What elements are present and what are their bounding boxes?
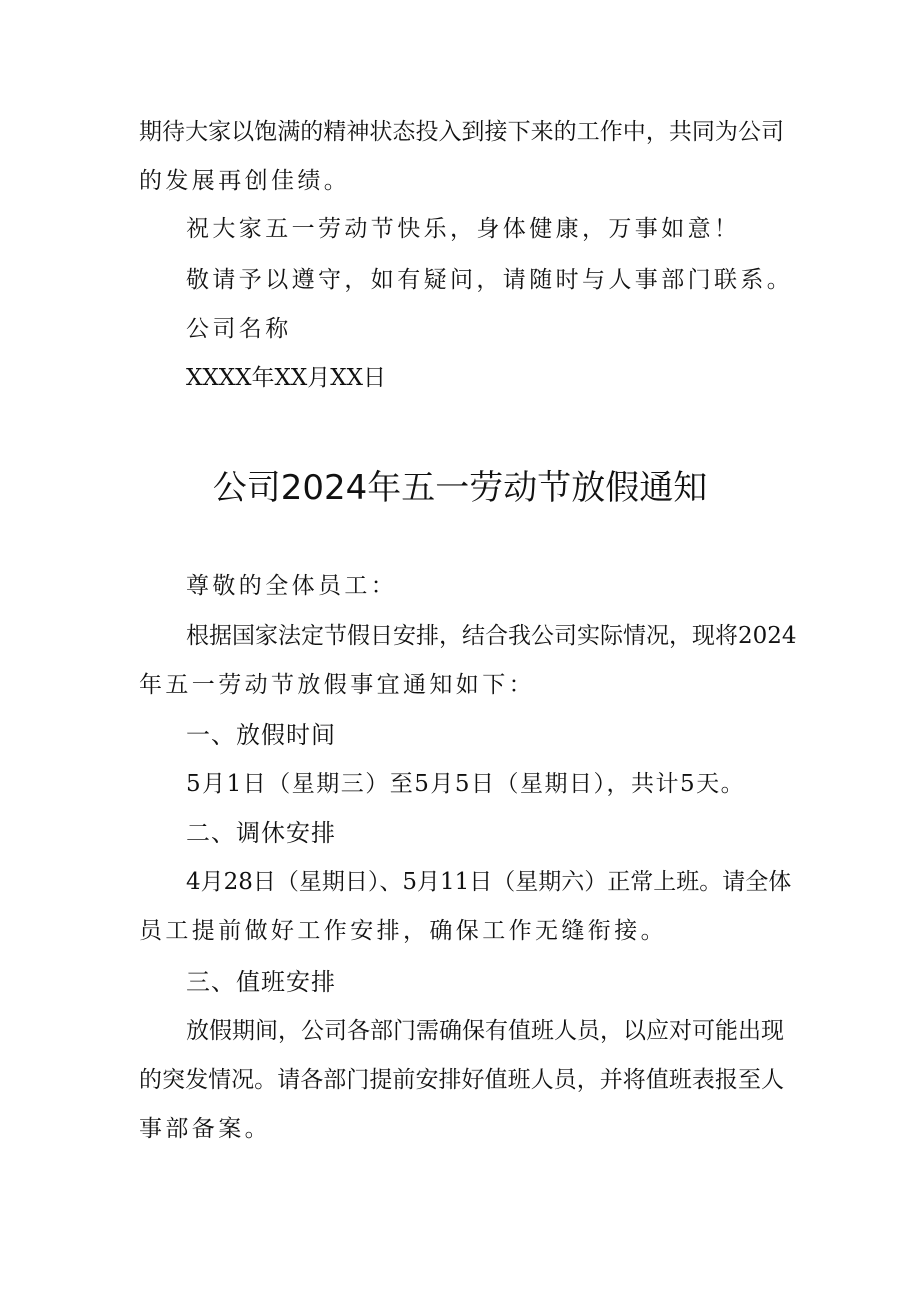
intro-line-1: 根据国家法定节假日安排，结合我公司实际情况，现将2024: [186, 623, 797, 649]
company-name: 公司名称: [186, 316, 292, 342]
section-heading-holiday-time: 一、放假时间: [186, 721, 336, 749]
section-body-line: 事部备案。: [139, 1116, 271, 1142]
intro-line-2: 年五一劳动节放假事宜通知如下：: [139, 672, 535, 698]
section-body-line: 5月1日（星期三）至5月5日（星期日），共计5天。: [186, 771, 746, 797]
section-body-line: 的突发情况。请各部门提前安排好值班人员，并将值班表报至人: [139, 1067, 784, 1093]
compliance-note: 敬请予以遵守，如有疑问，请随时与人事部门联系。: [186, 267, 794, 293]
notice-title: 公司2024年五一劳动节放假通知: [212, 468, 708, 508]
closing-paragraph-line-2: 的发展再创佳绩。: [139, 168, 351, 194]
section-body-line: 员工提前做好工作安排，确保工作无缝衔接。: [139, 918, 667, 944]
section-body-line: 4月28日（星期日）、5月11日（星期六）正常上班。请全体: [186, 869, 792, 895]
section-heading-duty-arrangement: 三、值班安排: [186, 968, 336, 996]
section-heading-shift-arrangement: 二、调休安排: [186, 819, 336, 847]
signature-date: XXXX年XX月XX日: [186, 365, 386, 391]
section-body-line: 放假期间，公司各部门需确保有值班人员，以应对可能出现: [186, 1018, 784, 1044]
closing-paragraph-line-1: 期待大家以饱满的精神状态投入到接下来的工作中，共同为公司: [139, 119, 784, 145]
holiday-wish: 祝大家五一劳动节快乐，身体健康，万事如意！: [186, 216, 741, 242]
salutation: 尊敬的全体员工：: [186, 573, 398, 599]
